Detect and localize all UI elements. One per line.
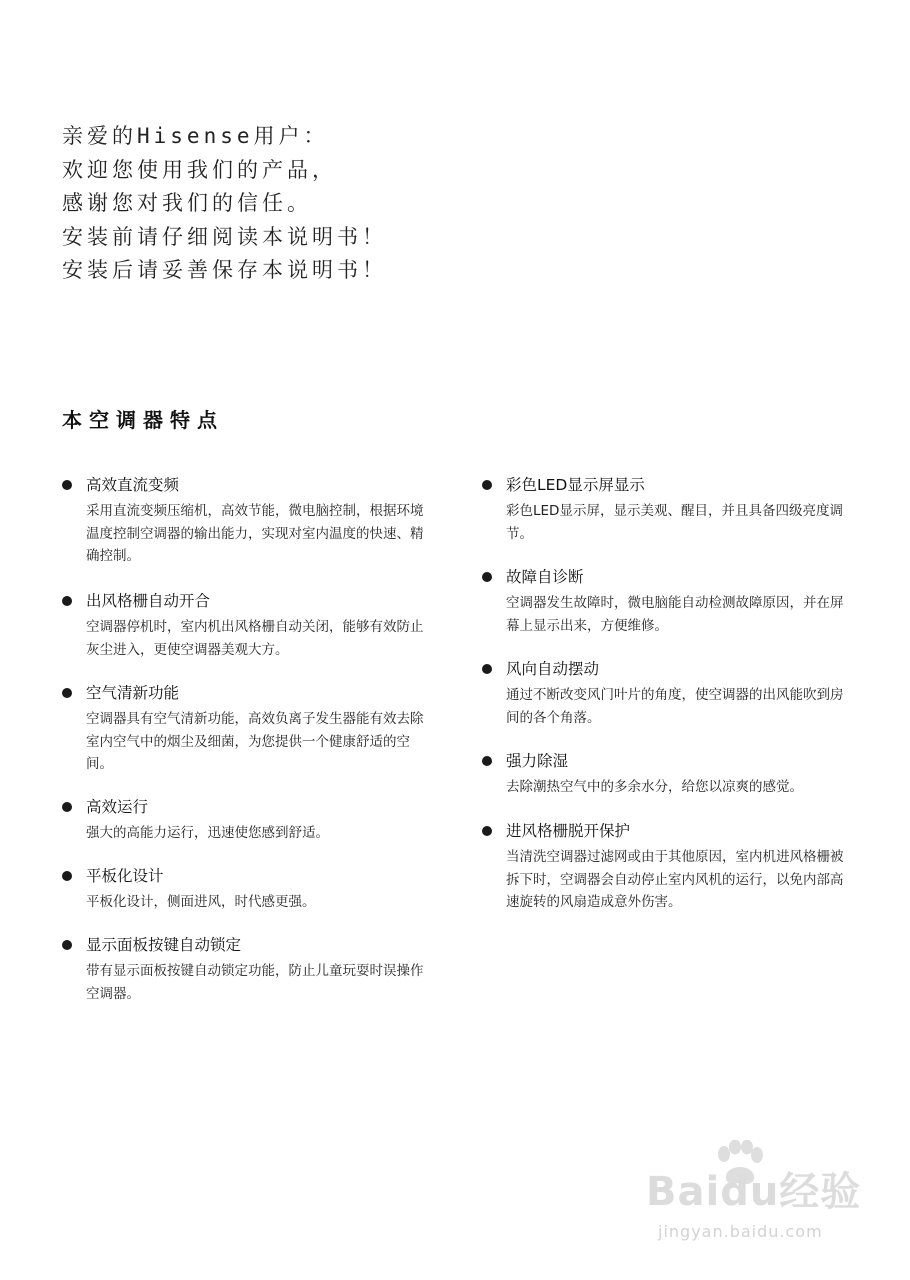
greeting-block [62,120,387,288]
feature-description: 采用直流变频压缩机，高效节能，微电脑控制，根据环境温度控制空调器的输出能力，实现对室内温度的快速、精确控制。 [86,503,424,564]
bullet-icon [62,802,72,812]
watermark-url: jingyan.baidu.com [658,1222,823,1241]
feature-title: 彩色LED显示屏显示 [506,476,645,494]
feature-title: 故障自诊断 [506,568,584,586]
feature-item [62,682,442,776]
feature-item [482,566,862,637]
watermark-logo: Baidu经验 [646,1169,862,1215]
bullet-icon [62,688,72,698]
feature-item [62,796,442,845]
greeting-line: 安装前请仔细阅读本说明书！ [62,224,387,249]
greeting-line: 安装后请妥善保存本说明书！ [62,258,387,282]
feature-item [482,658,862,729]
watermark [642,1140,872,1260]
feature-title: 风向自动摆动 [506,660,600,678]
greeting-line: 亲爱的Hisense用户： [62,124,329,148]
feature-description: 平板化设计，侧面进风，时代感更强。 [86,894,316,910]
section-title: 本空调器特点 [62,408,224,432]
feature-description: 空调器停机时，室内机出风格栅自动关闭，能够有效防止灰尘进入，更使空调器美观大方。 [86,619,424,658]
feature-title: 高效直流变频 [86,476,180,494]
feature-description: 带有显示面板按键自动锁定功能，防止儿童玩耍时误操作空调器。 [86,963,424,1002]
bullet-icon [62,940,72,950]
bullet-icon [62,480,72,490]
bullet-icon [62,596,72,606]
feature-title: 进风格栅脱开保护 [506,822,631,840]
feature-description: 通过不断改变风门叶片的角度，使空调器的出风能吹到房间的各个角落。 [506,687,844,726]
feature-description: 彩色LED显示屏，显示美观、醒目，并且具备四级亮度调节。 [506,503,843,542]
feature-description: 去除潮热空气中的多余水分，给您以凉爽的感觉。 [506,779,803,795]
bullet-icon [482,756,492,766]
bullet-icon [482,826,492,836]
feature-item [62,865,442,914]
bullet-icon [62,871,72,881]
feature-title: 显示面板按键自动锁定 [86,936,242,954]
feature-item [62,934,442,1005]
feature-title: 高效运行 [86,798,149,816]
bullet-icon [482,572,492,582]
feature-item [62,474,442,568]
feature-description: 当清洗空调器过滤网或由于其他原因，室内机进风格栅被拆下时，空调器会自动停止室内风机的运行，以免内部高速旋转的风扇造成意外伤害。 [506,849,844,910]
feature-item [482,474,862,545]
feature-item [482,750,862,799]
feature-title: 强力除湿 [506,752,569,770]
feature-title: 平板化设计 [86,867,164,885]
feature-description: 空调器发生故障时，微电脑能自动检测故障原因，并在屏幕上显示出来，方便维修。 [506,595,844,634]
greeting-line: 感谢您对我们的信任。 [62,191,312,215]
feature-item [482,820,862,914]
feature-item [62,590,442,661]
bullet-icon [482,664,492,674]
feature-title: 空气清新功能 [86,684,180,702]
bullet-icon [482,480,492,490]
feature-description: 空调器具有空气清新功能，高效负离子发生器能有效去除室内空气中的烟尘及细菌，为您提供一个健康舒适的空间。 [86,711,424,772]
feature-description: 强大的高能力运行，迅速使您感到舒适。 [86,825,329,841]
greeting-line: 欢迎您使用我们的产品， [62,157,337,182]
feature-title: 出风格栅自动开合 [86,592,211,610]
